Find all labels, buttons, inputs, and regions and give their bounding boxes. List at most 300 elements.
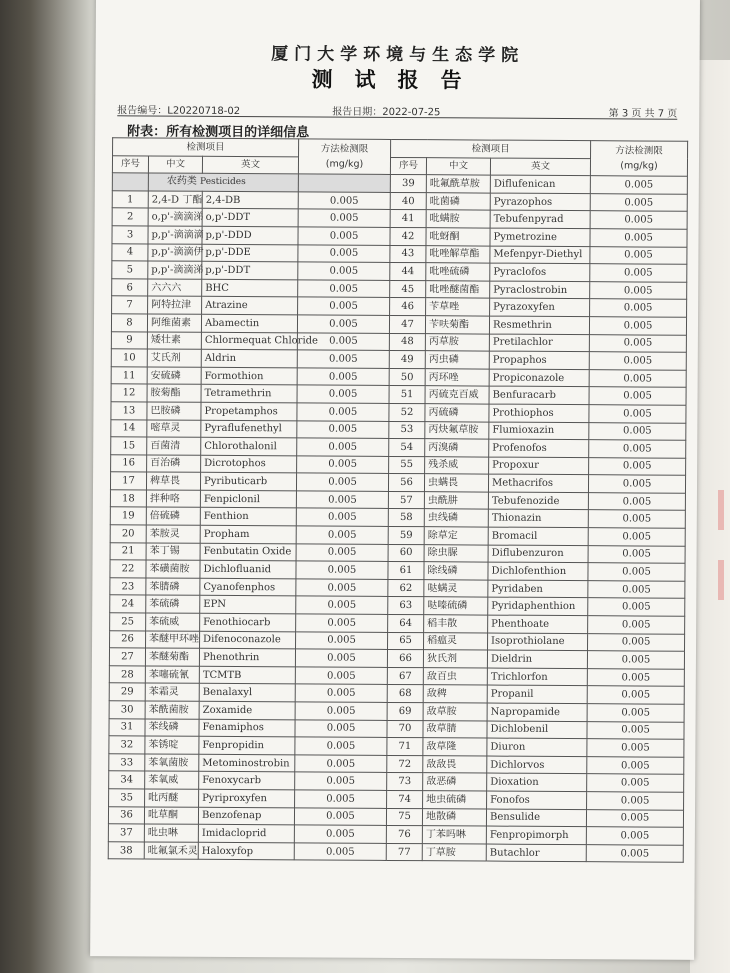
item-name-cn: 苯氧菌胺 [145, 754, 199, 772]
item-name-en: Isoprothiolane [488, 633, 588, 651]
item-name-en: Prothiophos [489, 404, 589, 422]
item-number: 63 [388, 597, 424, 615]
item-name-en: Chlormequat Chloride [201, 332, 297, 350]
item-number: 69 [387, 702, 423, 720]
item-name-en: Methacrifos [488, 474, 588, 492]
report-title: 测试报告 [311, 66, 484, 93]
item-number: 6 [112, 279, 148, 297]
item-number: 42 [390, 227, 426, 245]
item-name-en: Dichlobenil [487, 721, 587, 739]
item-name-en: p,p'-DDD [202, 226, 298, 244]
item-name-en: Chlorothalonil [201, 437, 297, 455]
item-number: 29 [109, 683, 145, 701]
item-number: 35 [109, 789, 145, 807]
col-no-header: 序号 [390, 157, 426, 175]
item-name-en: Pyraclofos [490, 263, 590, 281]
item-name-cn: 吡氟氯禾灵 [144, 842, 198, 860]
category-en: Pesticides [200, 177, 246, 188]
item-name-cn: 哒嗪硫磷 [424, 597, 488, 615]
item-name-cn: 虫酰肼 [424, 492, 488, 510]
item-limit: 0.005 [295, 737, 387, 755]
item-name-en: Profenofos [489, 439, 589, 457]
item-number: 23 [110, 578, 146, 596]
item-limit: 0.005 [297, 456, 389, 474]
item-limit: 0.005 [298, 280, 390, 298]
item-limit: 0.005 [590, 299, 687, 317]
item-number: 37 [108, 824, 144, 842]
item-limit: 0.005 [590, 211, 687, 229]
item-name-en: Diuron [487, 738, 587, 756]
item-name-cn: 苯噻硫氰 [145, 666, 199, 684]
item-number: 73 [387, 773, 423, 791]
item-number: 2 [112, 208, 148, 226]
item-name-en: o,p'-DDT [202, 209, 298, 227]
item-name-en: Pyrazoxyfen [490, 298, 590, 316]
item-limit: 0.005 [295, 667, 387, 685]
item-name-en: Propiconazole [489, 369, 589, 387]
item-limit: 0.005 [298, 297, 390, 315]
item-number: 19 [110, 507, 146, 525]
item-name-cn: 苯硫磷 [146, 595, 200, 613]
item-number: 16 [111, 454, 147, 472]
item-name-cn: 丙硫磷 [425, 404, 489, 422]
item-name-en: Fenpiclonil [200, 490, 296, 508]
item-number: 9 [111, 331, 147, 349]
item-limit: 0.005 [297, 385, 389, 403]
item-limit: 0.005 [296, 561, 388, 579]
item-name-cn: 苯氧威 [145, 771, 199, 789]
item-name-cn: 吡丙醚 [145, 789, 199, 807]
item-name-en: Aldrin [201, 349, 297, 367]
item-name-cn: 矮壮素 [147, 332, 201, 350]
item-limit: 0.005 [296, 526, 388, 544]
item-name-en: Dichlorvos [487, 756, 587, 774]
item-name-en: Dieldrin [487, 650, 587, 668]
item-number: 47 [389, 315, 425, 333]
item-name-en: Fonofos [487, 791, 587, 809]
item-name-cn: 丙虫磷 [425, 351, 489, 369]
item-number: 12 [111, 384, 147, 402]
item-number: 4 [112, 243, 148, 261]
item-name-en: Tetramethrin [201, 385, 297, 403]
report-page [90, 0, 700, 960]
item-number: 68 [387, 685, 423, 703]
item-name-cn: 苯线磷 [145, 719, 199, 737]
item-number: 49 [389, 351, 425, 369]
item-name-en: Fenbutatin Oxide [200, 543, 296, 561]
item-name-en: Benzofenap [198, 807, 294, 825]
item-name-en: Pyraflufenethyl [201, 420, 297, 438]
col-item-header: 检测项目 [113, 138, 299, 157]
item-name-en: Difenoconazole [200, 631, 296, 649]
item-limit: 0.005 [589, 352, 686, 370]
item-number: 52 [389, 403, 425, 421]
item-limit: 0.005 [296, 473, 388, 491]
item-name-cn: 苯霜灵 [145, 683, 199, 701]
item-name-en: Pyributicarb [200, 473, 296, 491]
item-name-en: Diflubenzuron [488, 545, 588, 563]
item-limit: 0.005 [295, 790, 387, 808]
item-limit: 0.005 [590, 229, 687, 247]
item-name-cn: 敌恶磷 [423, 773, 487, 791]
item-name-cn: 敌草胺 [423, 703, 487, 721]
item-number: 53 [389, 421, 425, 439]
item-limit: 0.005 [587, 721, 684, 739]
item-number: 46 [390, 298, 426, 316]
item-name-cn: 吡唑解草酯 [426, 245, 490, 263]
item-name-en: Pyrazophos [490, 193, 590, 211]
item-number: 72 [387, 755, 423, 773]
item-number: 31 [109, 718, 145, 736]
item-number: 75 [386, 808, 422, 826]
item-number: 28 [109, 666, 145, 684]
item-name-cn: 丙溴磷 [425, 439, 489, 457]
report-number: 报告编号：L20220718-02 [117, 105, 241, 118]
item-number: 14 [111, 419, 147, 437]
item-name-en: Propanil [487, 685, 587, 703]
item-number: 76 [386, 826, 422, 844]
item-name-en: Bromacil [488, 527, 588, 545]
item-number: 27 [109, 648, 145, 666]
item-name-cn: p,p'-滴滴伊 [148, 244, 202, 262]
item-name-cn: 虫螨畏 [424, 474, 488, 492]
item-name-cn: 敌敌畏 [423, 755, 487, 773]
institution-name: 厦门大学环境与生态学院 [271, 44, 525, 66]
item-name-cn: 苯磺菌胺 [146, 560, 200, 578]
table-row [108, 841, 683, 862]
item-name-cn: 苄呋菊酯 [425, 316, 489, 334]
item-number: 18 [110, 490, 146, 508]
item-number: 44 [390, 263, 426, 281]
item-number: 43 [390, 245, 426, 263]
item-number: 40 [390, 192, 426, 210]
category-empty-cell [112, 173, 148, 191]
item-number: 61 [388, 562, 424, 580]
item-number: 56 [388, 474, 424, 492]
item-name-cn: 残杀威 [425, 456, 489, 474]
item-limit: 0.005 [588, 528, 685, 546]
item-limit: 0.005 [295, 684, 387, 702]
item-number: 50 [389, 368, 425, 386]
col-cn-header: 中文 [426, 157, 490, 175]
item-name-en: Pyridaben [488, 580, 588, 598]
item-name-cn: 六六六 [148, 279, 202, 297]
item-limit: 0.005 [295, 649, 387, 667]
item-limit: 0.005 [590, 246, 687, 264]
item-limit: 0.005 [587, 704, 684, 722]
item-name-en: Butachlor [486, 844, 586, 862]
item-name-cn: 丙草胺 [425, 333, 489, 351]
item-limit: 0.005 [294, 825, 386, 843]
item-limit: 0.005 [297, 350, 389, 368]
item-name-cn: 吡虫啉 [144, 824, 198, 842]
item-limit: 0.005 [589, 457, 686, 475]
item-limit: 0.005 [587, 756, 684, 774]
item-limit: 0.005 [297, 368, 389, 386]
item-number: 64 [388, 614, 424, 632]
limit-unit: (mg/kg) [325, 158, 364, 170]
item-name-en: Propoxur [489, 457, 589, 475]
item-name-cn: 百菌清 [147, 437, 201, 455]
item-number: 58 [388, 509, 424, 527]
item-limit: 0.005 [589, 387, 686, 405]
item-name-cn: 除线磷 [424, 562, 488, 580]
item-number: 30 [109, 701, 145, 719]
item-name-en: Tebufenozide [488, 492, 588, 510]
item-number: 65 [388, 632, 424, 650]
item-number: 10 [111, 349, 147, 367]
item-limit: 0.005 [586, 827, 683, 845]
item-name-cn: p,p'-滴滴滴 [148, 226, 202, 244]
section-title: 附表：所有检测项目的详细信息 [127, 124, 310, 141]
item-limit: 0.005 [298, 227, 390, 245]
item-name-cn: 狄氏剂 [423, 650, 487, 668]
item-number: 45 [390, 280, 426, 298]
limit-label: 方法检测限 [320, 143, 369, 155]
item-name-cn: 苯酰菌胺 [145, 701, 199, 719]
item-limit: 0.005 [298, 262, 390, 280]
item-number: 51 [389, 386, 425, 404]
item-limit: 0.005 [587, 668, 684, 686]
col-no-header: 序号 [112, 155, 148, 173]
item-name-cn: 苄草唑 [426, 298, 490, 316]
item-limit: 0.005 [588, 545, 685, 563]
item-name-cn: 安硫磷 [147, 367, 201, 385]
category-limit-cell [298, 174, 390, 192]
item-number: 38 [108, 841, 144, 859]
item-name-en: Thionazin [488, 510, 588, 528]
item-name-en: Fenoxycarb [199, 772, 295, 790]
item-name-en: Benfuracarb [489, 386, 589, 404]
item-number: 1 [112, 191, 148, 209]
limit-label: 方法检测限 [615, 145, 663, 157]
item-name-en: Pyraclostrobin [490, 281, 590, 299]
item-limit: 0.005 [588, 633, 685, 651]
item-name-cn: 除虫脲 [424, 544, 488, 562]
item-name-cn: 地虫硫磷 [423, 791, 487, 809]
item-number: 66 [387, 650, 423, 668]
item-name-cn: 敌草隆 [423, 738, 487, 756]
item-limit: 0.005 [587, 651, 684, 669]
item-number: 15 [111, 437, 147, 455]
item-name-en: Metominostrobin [199, 754, 295, 772]
item-number: 74 [387, 790, 423, 808]
item-number: 7 [112, 296, 148, 314]
item-name-en: Pymetrozine [490, 228, 590, 246]
item-number: 55 [389, 456, 425, 474]
item-name-cn: 稗草畏 [146, 472, 200, 490]
item-number: 62 [388, 579, 424, 597]
item-name-cn: 苯醚甲环唑 [146, 631, 200, 649]
item-limit: 0.005 [590, 176, 687, 194]
item-number: 22 [110, 560, 146, 578]
item-name-cn: 苯腈磷 [146, 578, 200, 596]
item-name-en: Fenamiphos [199, 719, 295, 737]
item-name-en: Diflufenican [490, 175, 590, 193]
item-name-en: Fenothiocarb [200, 613, 296, 631]
item-limit: 0.005 [297, 315, 389, 333]
item-limit: 0.005 [295, 755, 387, 773]
item-name-en: p,p'-DDE [202, 244, 298, 262]
item-limit: 0.005 [589, 475, 686, 493]
item-limit: 0.005 [589, 440, 686, 458]
item-name-cn: 嘧草灵 [147, 419, 201, 437]
item-number: 67 [387, 667, 423, 685]
item-number: 33 [109, 754, 145, 772]
item-number: 41 [390, 210, 426, 228]
item-name-cn: 虫线磷 [424, 509, 488, 527]
item-name-en: Fenthion [200, 508, 296, 526]
item-name-en: Phenothrin [199, 649, 295, 667]
item-limit: 0.005 [590, 193, 687, 211]
item-limit: 0.005 [296, 544, 388, 562]
item-name-en: 2,4-DB [202, 191, 298, 209]
item-limit: 0.005 [587, 774, 684, 792]
item-number: 8 [111, 314, 147, 332]
item-name-cn: 丙环唑 [425, 368, 489, 386]
item-name-en: Flumioxazin [489, 422, 589, 440]
item-number: 57 [388, 491, 424, 509]
item-name-en: Haloxyfop [198, 842, 294, 860]
item-number: 48 [389, 333, 425, 351]
item-name-cn: 2,4-D 丁酯 [148, 191, 202, 209]
item-limit: 0.005 [589, 317, 686, 335]
item-limit: 0.005 [297, 403, 389, 421]
item-name-cn: 敌百虫 [423, 667, 487, 685]
item-name-cn: 丙硫克百威 [425, 386, 489, 404]
item-name-cn: 苯丁锡 [146, 543, 200, 561]
item-number: 32 [109, 736, 145, 754]
item-name-cn: 阿维菌素 [147, 314, 201, 332]
item-name-cn: 巴胺磷 [147, 402, 201, 420]
item-name-en: Propham [200, 525, 296, 543]
item-limit: 0.005 [298, 209, 390, 227]
item-name-cn: 稻丰散 [424, 615, 488, 633]
item-limit: 0.005 [588, 510, 685, 528]
item-limit: 0.005 [295, 719, 387, 737]
item-name-cn: 艾氏剂 [147, 349, 201, 367]
item-limit: 0.005 [294, 807, 386, 825]
col-item-header: 检测项目 [391, 139, 591, 158]
item-number: 36 [108, 806, 144, 824]
item-name-en: BHC [202, 279, 298, 297]
item-number: 20 [110, 525, 146, 543]
item-name-en: Bensulide [486, 809, 586, 827]
item-name-en: Fenpropimorph [486, 826, 586, 844]
item-number: 5 [112, 261, 148, 279]
table-body [108, 173, 687, 863]
item-limit: 0.005 [586, 844, 683, 862]
item-name-cn: 丁苯吗啉 [422, 826, 486, 844]
item-name-cn: 敌稗 [423, 685, 487, 703]
item-limit: 0.005 [298, 244, 390, 262]
item-name-cn: 哒螨灵 [424, 580, 488, 598]
item-limit: 0.005 [590, 281, 687, 299]
item-name-cn: 胺菊酯 [147, 384, 201, 402]
item-name-en: Fenpropidin [199, 736, 295, 754]
item-name-en: Dichlofenthion [488, 562, 588, 580]
item-number: 39 [390, 175, 426, 193]
item-limit: 0.005 [588, 616, 685, 634]
item-limit: 0.005 [589, 334, 686, 352]
item-name-cn: 吡唑醚菌酯 [426, 280, 490, 298]
item-limit: 0.005 [296, 508, 388, 526]
col-limit-header [590, 141, 687, 177]
item-name-cn: 吡蚜酮 [426, 228, 490, 246]
item-limit: 0.005 [587, 686, 684, 704]
item-name-cn: 倍硫磷 [146, 507, 200, 525]
item-limit: 0.005 [297, 420, 389, 438]
item-name-en: Propaphos [489, 351, 589, 369]
item-name-en: Tebufenpyrad [490, 210, 590, 228]
item-name-cn: 丁草胺 [422, 843, 486, 861]
item-name-cn: 苯硫威 [146, 613, 200, 631]
item-limit: 0.005 [588, 598, 685, 616]
item-number: 13 [111, 402, 147, 420]
category-cell [148, 173, 298, 192]
item-name-en: TCMTB [199, 666, 295, 684]
item-limit: 0.005 [297, 438, 389, 456]
item-limit: 0.005 [587, 792, 684, 810]
item-limit: 0.005 [589, 369, 686, 387]
item-name-cn: 吡氟酰草胺 [426, 175, 490, 193]
item-name-en: p,p'-DDT [202, 261, 298, 279]
item-name-en: Pretilachlor [489, 334, 589, 352]
item-name-en: Dichlofluanid [200, 561, 296, 579]
item-limit: 0.005 [589, 422, 686, 440]
item-limit: 0.005 [588, 563, 685, 581]
item-name-en: Trichlorfon [487, 668, 587, 686]
item-name-en: Zoxamide [199, 701, 295, 719]
detection-items-table [108, 137, 688, 863]
item-name-en: Atrazine [202, 297, 298, 315]
item-limit: 0.005 [588, 493, 685, 511]
item-limit: 0.005 [586, 809, 683, 827]
item-name-cn: 苯胺灵 [146, 525, 200, 543]
limit-unit: (mg/kg) [620, 160, 658, 172]
item-limit: 0.005 [295, 702, 387, 720]
item-name-cn: 地散磷 [422, 808, 486, 826]
item-number: 3 [112, 226, 148, 244]
item-name-en: Resmethrin [489, 316, 589, 334]
item-name-en: Dioxation [487, 773, 587, 791]
item-number: 17 [110, 472, 146, 490]
item-name-en: Propetamphos [201, 402, 297, 420]
item-limit: 0.005 [298, 192, 390, 210]
item-name-cn: 阿特拉津 [148, 296, 202, 314]
item-number: 77 [386, 843, 422, 861]
item-name-en: Napropamide [487, 703, 587, 721]
item-number: 25 [110, 613, 146, 631]
item-name-cn: 吡菌磷 [426, 192, 490, 210]
item-limit: 0.005 [294, 843, 386, 861]
item-number: 24 [110, 595, 146, 613]
item-name-cn: 百治磷 [147, 455, 201, 473]
item-name-cn: p,p'-滴滴涕 [148, 261, 202, 279]
item-name-cn: 敌草腈 [423, 720, 487, 738]
col-cn-header: 中文 [148, 156, 202, 174]
item-name-cn: 苯锈啶 [145, 736, 199, 754]
item-limit: 0.005 [587, 739, 684, 757]
item-name-en: Dicrotophos [201, 455, 297, 473]
category-cn: 农药类 [166, 176, 197, 188]
item-name-en: Benalaxyl [199, 684, 295, 702]
col-limit-header [298, 139, 390, 175]
item-limit: 0.005 [295, 772, 387, 790]
item-name-cn: 吡螨胺 [426, 210, 490, 228]
report-date: 报告日期：2022-07-25 [332, 106, 441, 119]
item-limit: 0.005 [296, 579, 388, 597]
